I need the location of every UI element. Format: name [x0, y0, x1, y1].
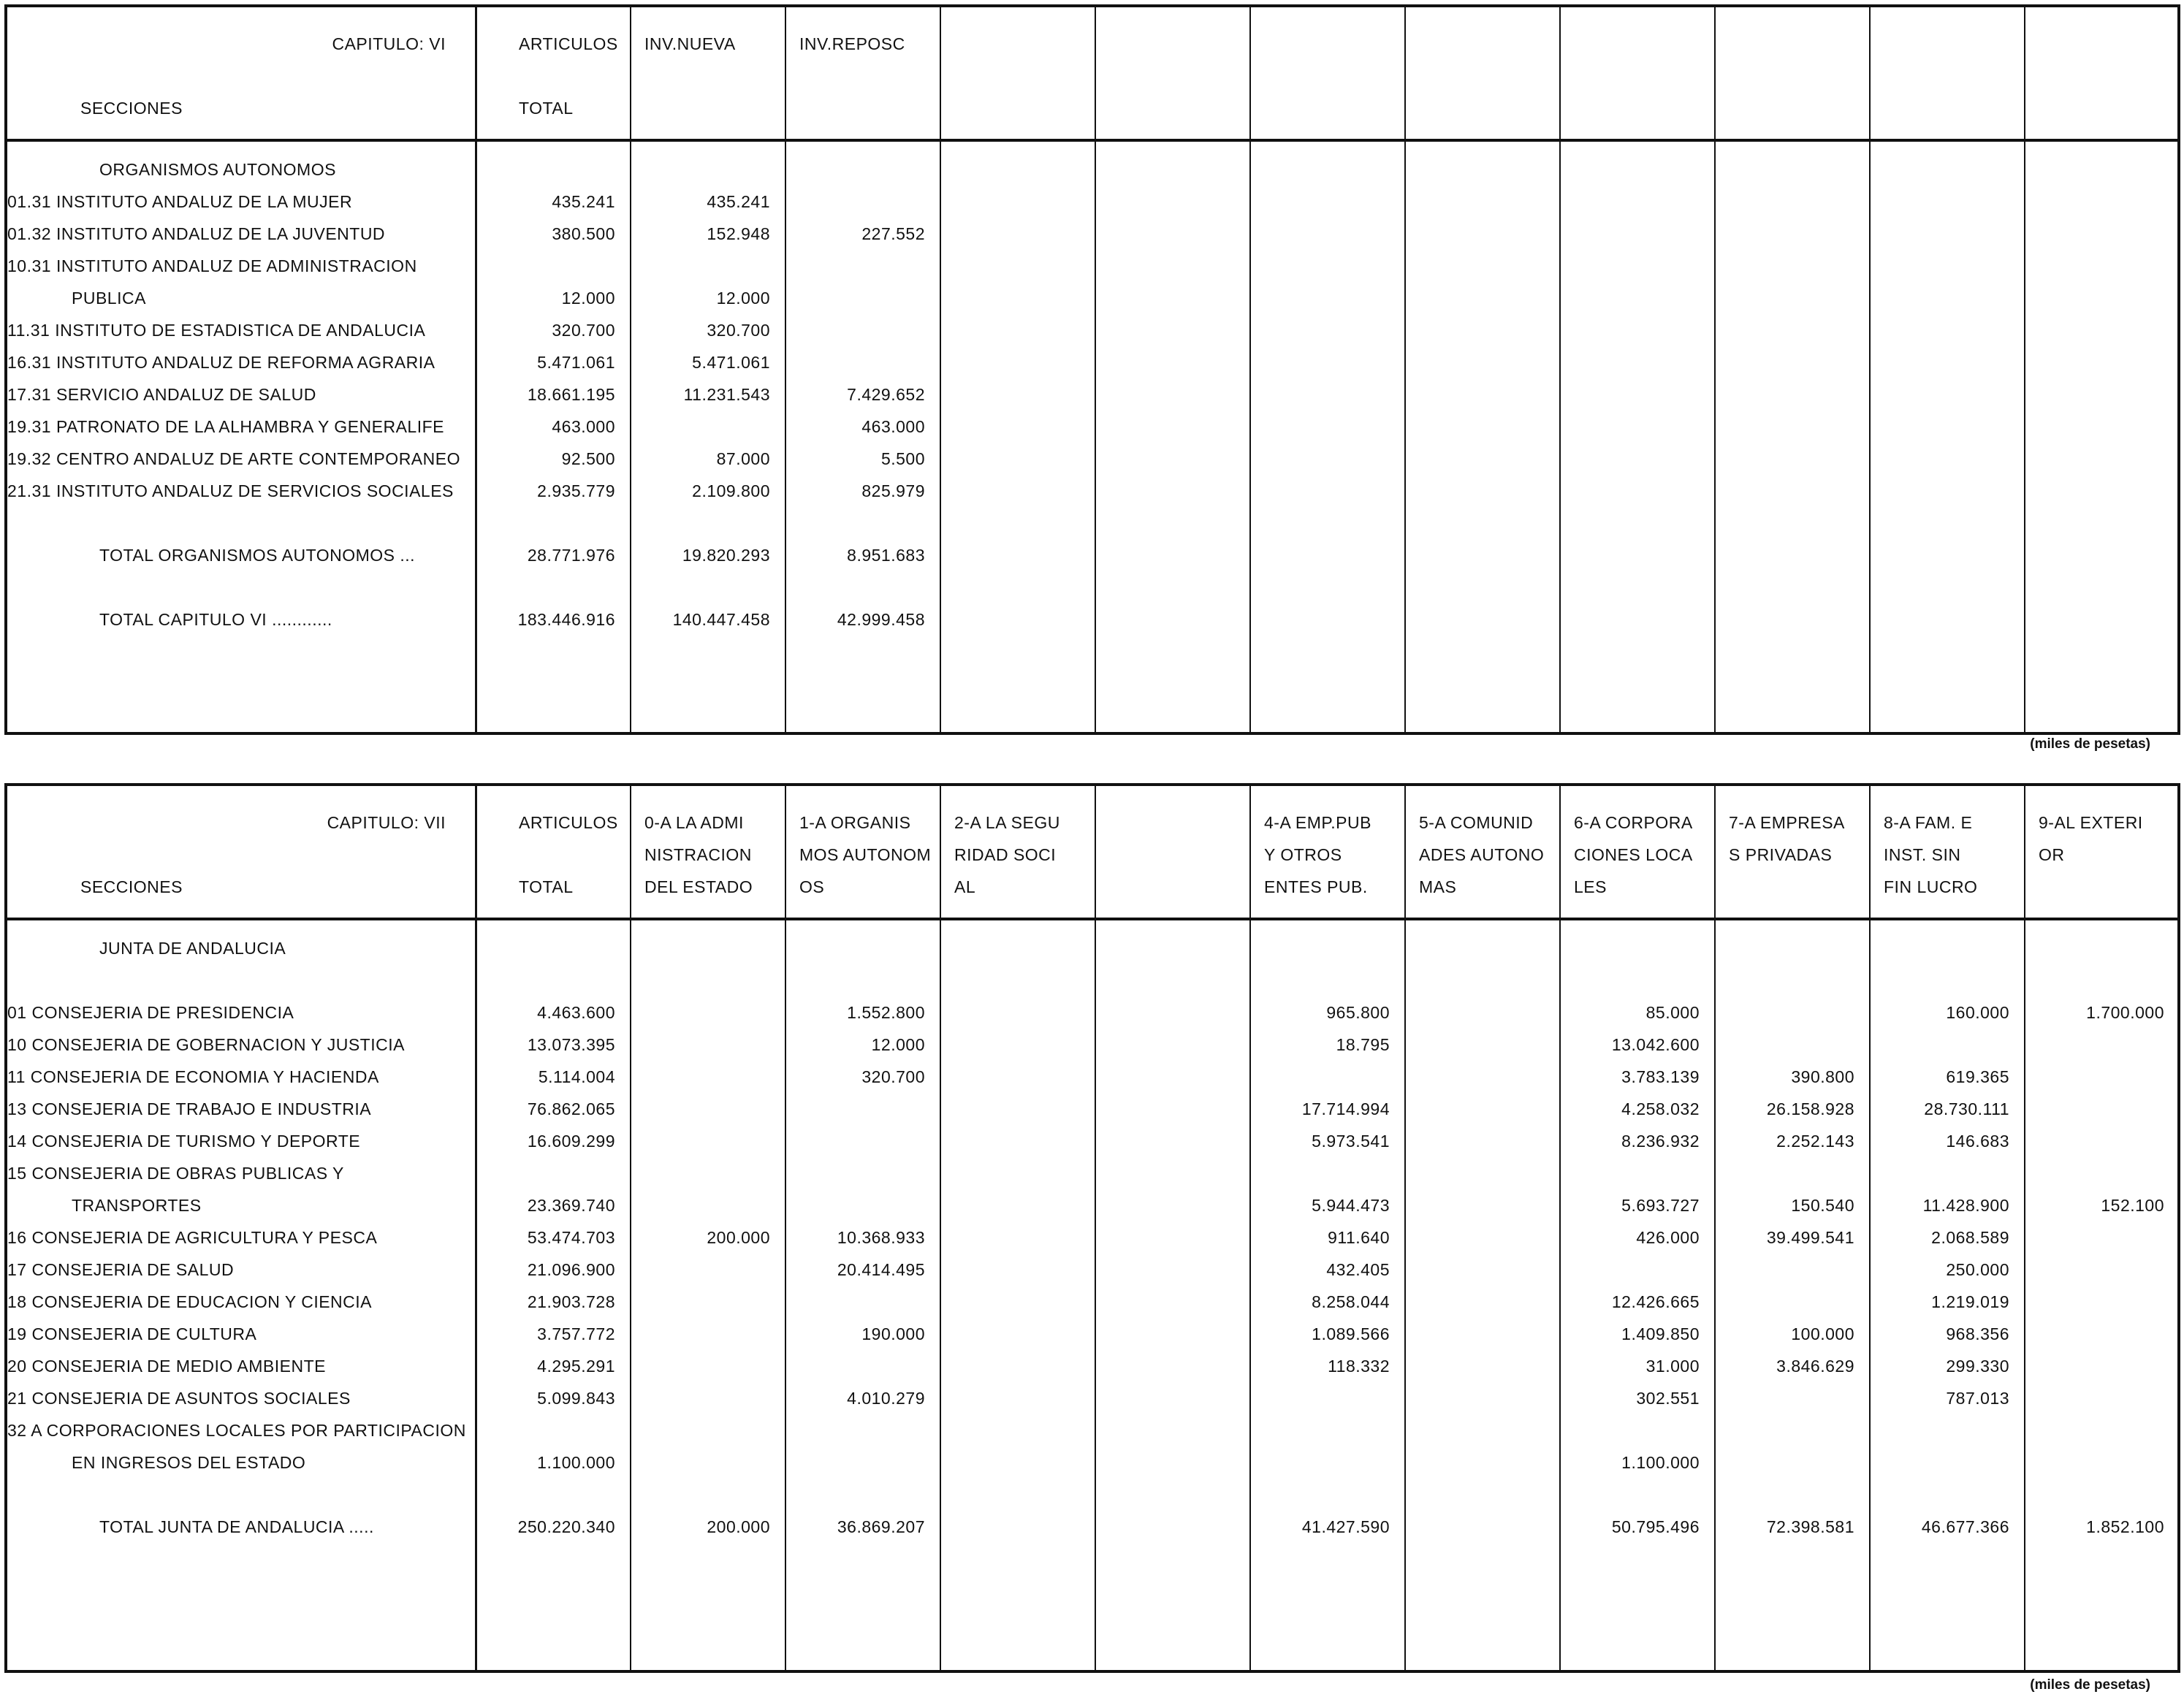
cell-value: 18.795	[1336, 1035, 1390, 1054]
cell-value: 911.640	[1328, 1228, 1390, 1247]
column-divider	[1404, 7, 1406, 732]
cell-value: 3.846.629	[1776, 1357, 1854, 1376]
cell-value: 13.073.395	[527, 1035, 615, 1054]
cell-value: 100.000	[1791, 1324, 1854, 1343]
column-header-1: DEL ESTADO	[644, 877, 753, 896]
cell-value: 787.013	[1946, 1389, 2009, 1408]
cell-value: 2.935.779	[537, 481, 615, 500]
cell-value: 2.068.589	[1931, 1228, 2009, 1247]
secciones-heading: SECCIONES	[80, 99, 183, 118]
cell-value: 10.368.933	[837, 1228, 925, 1247]
cell-value: 8.951.683	[847, 546, 925, 565]
cell-value: 17.714.994	[1301, 1099, 1390, 1118]
cell-value: 619.365	[1946, 1067, 2009, 1086]
cell-value: 21.903.728	[527, 1292, 615, 1311]
cell-value: 8.258.044	[1312, 1292, 1390, 1311]
cell-value: 183.446.916	[517, 610, 615, 629]
cell-value: 4.258.032	[1621, 1099, 1700, 1118]
row-label: 13 CONSEJERIA DE TRABAJO E INDUSTRIA	[7, 1099, 372, 1118]
row-label: 19 CONSEJERIA DE CULTURA	[7, 1324, 257, 1343]
column-header-1: INV.NUEVA	[644, 34, 736, 53]
column-header-7: CIONES LOCA	[1574, 845, 1693, 864]
capitulo-vi-table	[4, 4, 2180, 735]
cell-value: 200.000	[707, 1517, 770, 1536]
cell-value: 11.428.900	[1922, 1196, 2009, 1215]
cell-value: 11.231.543	[683, 385, 770, 404]
units-note-vi: (miles de pesetas)	[2030, 736, 2150, 752]
cell-value: 1.089.566	[1312, 1324, 1390, 1343]
row-label: 15 CONSEJERIA DE OBRAS PUBLICAS Y	[7, 1164, 344, 1183]
column-divider	[1249, 7, 1251, 732]
row-label: 21 CONSEJERIA DE ASUNTOS SOCIALES	[7, 1389, 351, 1408]
column-header-9: FIN LUCRO	[1884, 877, 1978, 896]
cell-value: 390.800	[1791, 1067, 1854, 1086]
cell-value: 3.757.772	[537, 1324, 615, 1343]
column-divider	[2024, 7, 2025, 732]
column-divider	[1095, 7, 1096, 732]
column-divider	[1559, 7, 1561, 732]
cell-value: 250.220.340	[517, 1517, 615, 1536]
cell-value: 72.398.581	[1766, 1517, 1854, 1536]
cell-value: 85.000	[1645, 1003, 1700, 1022]
cell-value: 20.414.495	[837, 1260, 925, 1279]
row-label: TOTAL CAPITULO VI ............	[99, 610, 332, 629]
cell-value: 1.700.000	[2086, 1003, 2164, 1022]
column-header-2: INV.REPOSC	[799, 34, 905, 53]
row-label: 01.32 INSTITUTO ANDALUZ DE LA JUVENTUD	[7, 224, 386, 243]
cell-value: 5.693.727	[1621, 1196, 1700, 1215]
column-header-1: 0-A LA ADMI	[644, 813, 744, 832]
row-label: TOTAL JUNTA DE ANDALUCIA .....	[99, 1517, 374, 1536]
cell-value: 5.973.541	[1312, 1132, 1390, 1151]
column-header-2: 1-A ORGANIS	[799, 813, 911, 832]
cell-value: 28.730.111	[1924, 1099, 2009, 1118]
cell-value: 31.000	[1645, 1357, 1700, 1376]
cell-value: 118.332	[1328, 1357, 1390, 1376]
column-divider	[1095, 786, 1096, 1670]
column-divider	[2024, 786, 2025, 1670]
row-label: 16 CONSEJERIA DE AGRICULTURA Y PESCA	[7, 1228, 378, 1247]
header-separator	[7, 918, 2177, 920]
row-label: 10.31 INSTITUTO ANDALUZ DE ADMINISTRACION	[7, 256, 417, 275]
cell-value: 41.427.590	[1301, 1517, 1390, 1536]
units-note-vii: (miles de pesetas)	[2030, 1677, 2150, 1693]
cell-value: 160.000	[1946, 1003, 2009, 1022]
cell-value: 19.820.293	[682, 546, 770, 565]
cell-value: 28.771.976	[527, 546, 615, 565]
cell-value: 42.999.458	[837, 610, 925, 629]
column-header-10: 9-AL EXTERI	[2039, 813, 2143, 832]
cell-value: 250.000	[1946, 1260, 2009, 1279]
row-label: 32 A CORPORACIONES LOCALES POR PARTICIPACION	[7, 1421, 466, 1440]
cell-value: 2.109.800	[692, 481, 770, 500]
cell-value: 152.100	[2101, 1196, 2164, 1215]
cell-value: 12.000	[871, 1035, 925, 1054]
column-header-10: OR	[2039, 845, 2065, 864]
column-divider	[940, 7, 941, 732]
cell-value: 92.500	[561, 449, 615, 468]
row-label: 14 CONSEJERIA DE TURISMO Y DEPORTE	[7, 1132, 361, 1151]
column-header-5: 4-A EMP.PUB	[1264, 813, 1371, 832]
cell-value: 152.948	[707, 224, 770, 243]
cell-value: 5.099.843	[537, 1389, 615, 1408]
column-header-6: MAS	[1419, 877, 1457, 896]
column-header-7: LES	[1574, 877, 1607, 896]
capitulo-heading: CAPITULO: VII	[327, 813, 446, 832]
column-divider	[1714, 7, 1716, 732]
cell-value: 825.979	[861, 481, 925, 500]
cell-value: 12.000	[716, 289, 770, 308]
cell-value: 12.426.665	[1611, 1292, 1700, 1311]
cell-value: 12.000	[561, 289, 615, 308]
cell-value: 320.700	[861, 1067, 925, 1086]
cell-value: 463.000	[861, 417, 925, 436]
column-header-9: INST. SIN	[1884, 845, 1961, 864]
cell-value: 5.944.473	[1312, 1196, 1390, 1215]
column-header-0: TOTAL	[519, 877, 574, 896]
row-label: EN INGRESOS DEL ESTADO	[72, 1453, 306, 1472]
capitulo-vii-table	[4, 783, 2180, 1673]
column-header-6: 5-A COMUNID	[1419, 813, 1534, 832]
cell-value: 146.683	[1946, 1132, 2009, 1151]
cell-value: 200.000	[707, 1228, 770, 1247]
cell-value: 4.295.291	[537, 1357, 615, 1376]
cell-value: 299.330	[1946, 1357, 2009, 1376]
row-label: ORGANISMOS AUTONOMOS	[99, 160, 336, 179]
cell-value: 968.356	[1946, 1324, 2009, 1343]
cell-value: 5.471.061	[537, 353, 615, 372]
cell-value: 8.236.932	[1621, 1132, 1700, 1151]
column-header-3: AL	[954, 877, 976, 896]
row-label: 21.31 INSTITUTO ANDALUZ DE SERVICIOS SOCIALES	[7, 481, 454, 500]
cell-value: 380.500	[552, 224, 615, 243]
row-label: 16.31 INSTITUTO ANDALUZ DE REFORMA AGRARIA	[7, 353, 435, 372]
column-header-6: ADES AUTONO	[1419, 845, 1545, 864]
row-label: 01.31 INSTITUTO ANDALUZ DE LA MUJER	[7, 192, 353, 211]
cell-value: 426.000	[1636, 1228, 1700, 1247]
cell-value: 1.219.019	[1931, 1292, 2009, 1311]
column-header-8: 7-A EMPRESA	[1729, 813, 1845, 832]
cell-value: 320.700	[707, 321, 770, 340]
column-divider	[940, 786, 941, 1670]
cell-value: 965.800	[1326, 1003, 1390, 1022]
column-divider	[1404, 786, 1406, 1670]
row-label: 19.31 PATRONATO DE LA ALHAMBRA Y GENERALIFE	[7, 417, 445, 436]
cell-value: 18.661.195	[527, 385, 615, 404]
header-separator	[7, 139, 2177, 142]
column-header-2: OS	[799, 877, 825, 896]
cell-value: 2.252.143	[1776, 1132, 1854, 1151]
cell-value: 21.096.900	[527, 1260, 615, 1279]
secciones-heading: SECCIONES	[80, 877, 183, 896]
column-header-1: NISTRACION	[644, 845, 752, 864]
cell-value: 76.862.065	[527, 1099, 615, 1118]
column-header-0: TOTAL	[519, 99, 574, 118]
cell-value: 26.158.928	[1766, 1099, 1854, 1118]
cell-value: 1.409.850	[1621, 1324, 1700, 1343]
cell-value: 13.042.600	[1611, 1035, 1700, 1054]
cell-value: 435.241	[552, 192, 615, 211]
cell-value: 150.540	[1791, 1196, 1854, 1215]
cell-value: 1.852.100	[2086, 1517, 2164, 1536]
cell-value: 435.241	[707, 192, 770, 211]
cell-value: 4.463.600	[537, 1003, 615, 1022]
column-divider	[1869, 7, 1871, 732]
column-header-3: RIDAD SOCI	[954, 845, 1057, 864]
cell-value: 463.000	[552, 417, 615, 436]
cell-value: 50.795.496	[1611, 1517, 1700, 1536]
column-header-0: ARTICULOS	[519, 813, 618, 832]
cell-value: 5.500	[880, 449, 925, 468]
cell-value: 5.471.061	[692, 353, 770, 372]
column-header-7: 6-A CORPORA	[1574, 813, 1693, 832]
row-label: TRANSPORTES	[72, 1196, 202, 1215]
cell-value: 7.429.652	[847, 385, 925, 404]
column-header-8: S PRIVADAS	[1729, 845, 1833, 864]
cell-value: 302.551	[1636, 1389, 1700, 1408]
column-header-5: Y OTROS	[1264, 845, 1342, 864]
row-label: 10 CONSEJERIA DE GOBERNACION Y JUSTICIA	[7, 1035, 405, 1054]
row-label: 11 CONSEJERIA DE ECONOMIA Y HACIENDA	[7, 1067, 379, 1086]
cell-value: 140.447.458	[672, 610, 770, 629]
row-label: 20 CONSEJERIA DE MEDIO AMBIENTE	[7, 1357, 326, 1376]
column-header-9: 8-A FAM. E	[1884, 813, 1973, 832]
cell-value: 36.869.207	[837, 1517, 925, 1536]
row-label: 18 CONSEJERIA DE EDUCACION Y CIENCIA	[7, 1292, 373, 1311]
cell-value: 46.677.366	[1921, 1517, 2009, 1536]
cell-value: 5.114.004	[538, 1067, 615, 1086]
cell-value: 1.552.800	[847, 1003, 925, 1022]
cell-value: 23.369.740	[527, 1196, 615, 1215]
cell-value: 87.000	[716, 449, 770, 468]
cell-value: 1.100.000	[1621, 1453, 1700, 1472]
cell-value: 16.609.299	[527, 1132, 615, 1151]
row-label: 11.31 INSTITUTO DE ESTADISTICA DE ANDALUCIA	[7, 321, 426, 340]
row-label: 17.31 SERVICIO ANDALUZ DE SALUD	[7, 385, 316, 404]
cell-value: 432.405	[1326, 1260, 1390, 1279]
cell-value: 53.474.703	[527, 1228, 615, 1247]
cell-value: 227.552	[861, 224, 925, 243]
cell-value: 39.499.541	[1766, 1228, 1854, 1247]
cell-value: 3.783.139	[1621, 1067, 1700, 1086]
cell-value: 190.000	[861, 1324, 925, 1343]
row-label: 01 CONSEJERIA DE PRESIDENCIA	[7, 1003, 294, 1022]
row-label: PUBLICA	[72, 289, 146, 308]
column-header-0: ARTICULOS	[519, 34, 618, 53]
row-label: 17 CONSEJERIA DE SALUD	[7, 1260, 235, 1279]
cell-value: 320.700	[552, 321, 615, 340]
column-header-2: MOS AUTONOM	[799, 845, 932, 864]
capitulo-heading: CAPITULO: VI	[332, 34, 446, 53]
row-label: TOTAL ORGANISMOS AUTONOMOS ...	[99, 546, 416, 565]
cell-value: 4.010.279	[847, 1389, 925, 1408]
row-label: JUNTA DE ANDALUCIA	[99, 939, 286, 958]
cell-value: 1.100.000	[537, 1453, 615, 1472]
row-label: 19.32 CENTRO ANDALUZ DE ARTE CONTEMPORANEO	[7, 449, 460, 468]
column-header-5: ENTES PUB.	[1264, 877, 1368, 896]
column-header-3: 2-A LA SEGU	[954, 813, 1060, 832]
